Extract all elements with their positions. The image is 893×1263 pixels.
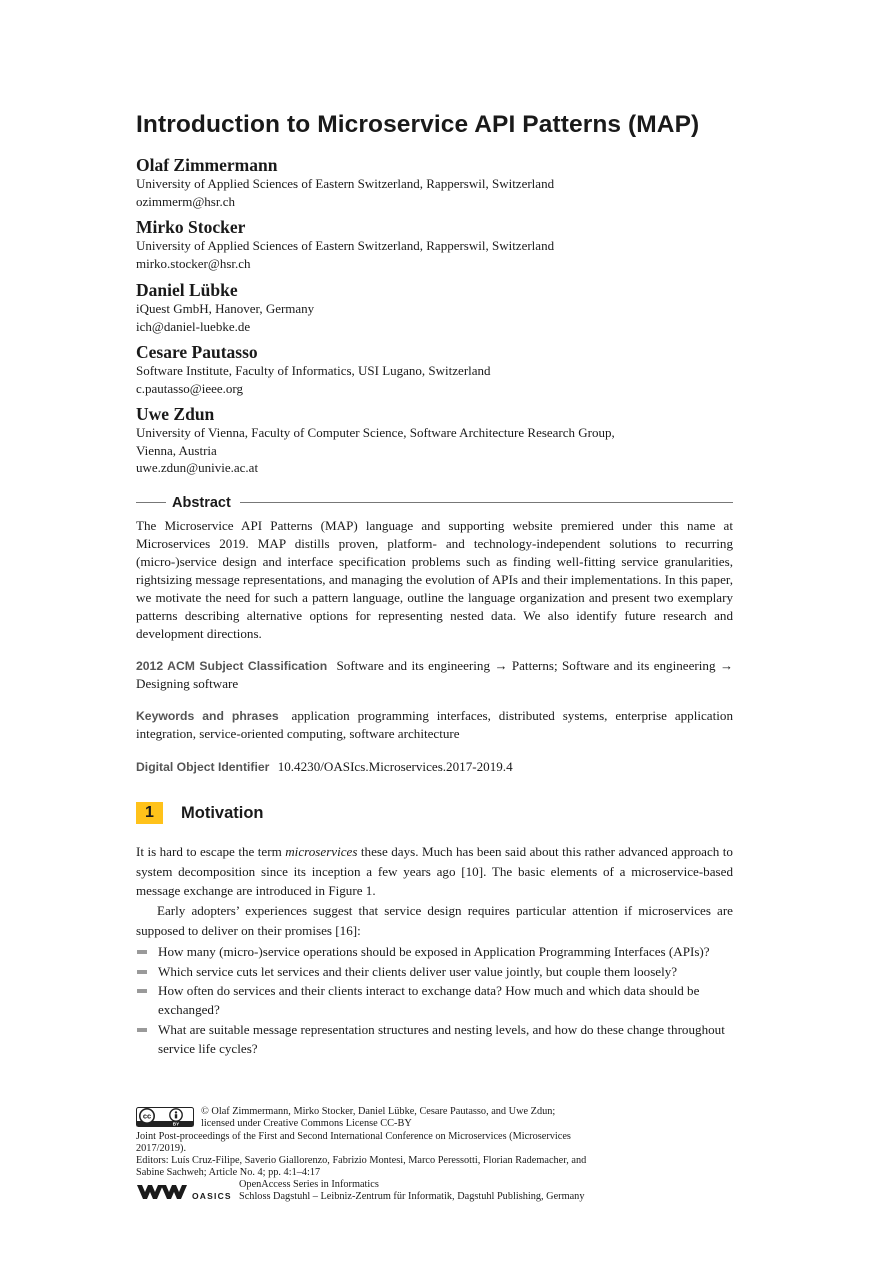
- list-item-text: What are suitable message representation structures and nesting levels, and how do these change throughout service life cycles?: [158, 1021, 725, 1056]
- proceedings-line: 2017/2019).: [136, 1142, 187, 1154]
- author-affiliation: Software Institute, Faculty of Informatics, USI Lugano, Switzerland: [136, 363, 491, 378]
- keywords: [136, 707, 733, 743]
- bullet-marker: [137, 1028, 147, 1032]
- acm-classification: [136, 657, 733, 693]
- cc-badge-text: cc: [142, 1111, 152, 1121]
- author-block: [136, 217, 733, 272]
- series-name: OpenAccess Series in Informatics: [239, 1179, 379, 1190]
- author-affiliation: University of Applied Sciences of Eastern Switzerland, Rapperswil, Switzerland: [136, 238, 555, 253]
- abstract-rule-right: [240, 502, 733, 503]
- body-paragraph: Early adopters’ experiences suggest that service design requires particular attention if microservices are supposed to deliver on their promises [16]:: [136, 903, 733, 938]
- list-item-text: Which service cuts let services and their clients deliver user value jointly, but couple them loosely?: [158, 963, 678, 979]
- acm-label: 2012 ACM Subject Classification: [136, 659, 328, 673]
- author-email: ozimmerm@hsr.ch: [136, 193, 235, 209]
- list-item: [136, 962, 733, 981]
- publisher-name: Schloss Dagstuhl – Leibniz-Zentrum für Informatik, Dagstuhl Publishing, Germany: [239, 1190, 585, 1202]
- oasics-logo-icon: [136, 1180, 236, 1202]
- bullet-marker: [137, 950, 147, 954]
- body-paragraph: [136, 842, 733, 901]
- bullet-marker: [137, 970, 147, 974]
- doi-text: 10.4230/OASIcs.Microservices.2017-2019.4: [277, 759, 513, 774]
- proceedings-line: Joint Post-proceedings of the First and Second International Conference on Microservices (Microservices: [136, 1131, 571, 1142]
- author-name: Cesare Pautasso: [136, 342, 258, 362]
- section-heading: [136, 802, 733, 824]
- license-line: licensed under Creative Commons License CC-BY: [201, 1117, 412, 1129]
- doi: [136, 758, 733, 776]
- oasics-logo-text: OASICS: [192, 1191, 232, 1201]
- author-block: [136, 155, 733, 210]
- list-item: [136, 1020, 733, 1058]
- author-affiliation: iQuest GmbH, Hanover, Germany: [136, 301, 315, 316]
- author-block: [136, 342, 733, 397]
- author-name: Olaf Zimmermann: [136, 155, 278, 175]
- author-name: Mirko Stocker: [136, 217, 246, 237]
- cc-by-text: BY: [172, 1121, 180, 1127]
- author-email: uwe.zdun@univie.ac.at: [136, 460, 259, 475]
- author-name: Uwe Zdun: [136, 404, 215, 424]
- author-name: Daniel Lübke: [136, 280, 238, 300]
- body-text: these days. Much has been said about this rather advanced approach to system decomposition since its inception a few years ago [10]. The basic elements of a microservice-based message exchange are introduced in Figure 1.: [136, 844, 733, 898]
- keywords-label: Keywords and phrases: [136, 709, 279, 723]
- author-email: c.pautasso@ieee.org: [136, 380, 244, 396]
- series-info: [239, 1179, 584, 1203]
- author-block: [136, 404, 733, 477]
- author-affiliation: University of Applied Sciences of Eastern Switzerland, Rapperswil, Switzerland: [136, 176, 555, 191]
- body-text: It is hard to escape the term: [136, 844, 286, 859]
- abstract-rule-left: [136, 502, 166, 503]
- list-item-text: How many (micro-)service operations should be exposed in Application Programming Interfaces (APIs)?: [158, 944, 710, 959]
- paper-title: Introduction to Microservice API Patterns (MAP): [136, 111, 700, 138]
- section-number: 1: [136, 802, 163, 824]
- abstract-heading: [136, 494, 733, 512]
- cc-by-license-icon: [136, 1107, 194, 1127]
- section-title: Motivation: [181, 804, 264, 822]
- author-block: [136, 280, 733, 335]
- author-email: ich@daniel-luebke.de: [136, 318, 251, 334]
- list-item: [136, 942, 733, 961]
- list-item: [136, 981, 733, 1019]
- doi-label: Digital Object Identifier: [136, 760, 270, 774]
- license-text: [201, 1106, 555, 1130]
- abstract-label: Abstract: [172, 495, 231, 511]
- author-affiliation-cont: Vienna, Austria: [136, 442, 217, 458]
- list-item-text: How often do services and their clients interact to exchange data? How much and which data should be exchanged?: [158, 983, 700, 1017]
- abstract-text: The Microservice API Patterns (MAP) language and supporting website premiered under this name at Microservices 2019. MAP distills proven, platform- and technology-independent solutions to recurring (micro-)service design and interface specification problems such as finding well-fitting service granularities, rightsizing message representations, and managing the evolution of APIs and their implementations. In this paper, we motivate the need for such a pattern language, outline the language organization and present two exemplary patterns describing alternative options for representing nested data. We also identify future research and development directions.: [136, 518, 733, 641]
- author-email: mirko.stocker@hsr.ch: [136, 255, 251, 271]
- acm-text: Software and its engineering → Patterns; Software and its engineering → Designing software: [136, 658, 733, 691]
- license-line: © Olaf Zimmermann, Mirko Stocker, Daniel Lübke, Cesare Pautasso, and Uwe Zdun;: [201, 1106, 556, 1117]
- author-affiliation: University of Vienna, Faculty of Computer Science, Software Architecture Research Group,: [136, 425, 615, 440]
- editors-line: Sabine Sachweh; Article No. 4; pp. 4:1–4:17: [136, 1166, 321, 1178]
- body-emphasis: microservices: [285, 844, 358, 859]
- keywords-text: application programming interfaces, distributed systems, enterprise application integration, service-oriented computing, software architecture: [136, 708, 733, 741]
- editors-line: Editors: Luís Cruz-Filipe, Saverio Giallorenzo, Fabrizio Montesi, Marco Peressotti, Florian Rademacher, and: [136, 1155, 587, 1166]
- question-list: [136, 942, 733, 1058]
- bullet-marker: [137, 989, 147, 993]
